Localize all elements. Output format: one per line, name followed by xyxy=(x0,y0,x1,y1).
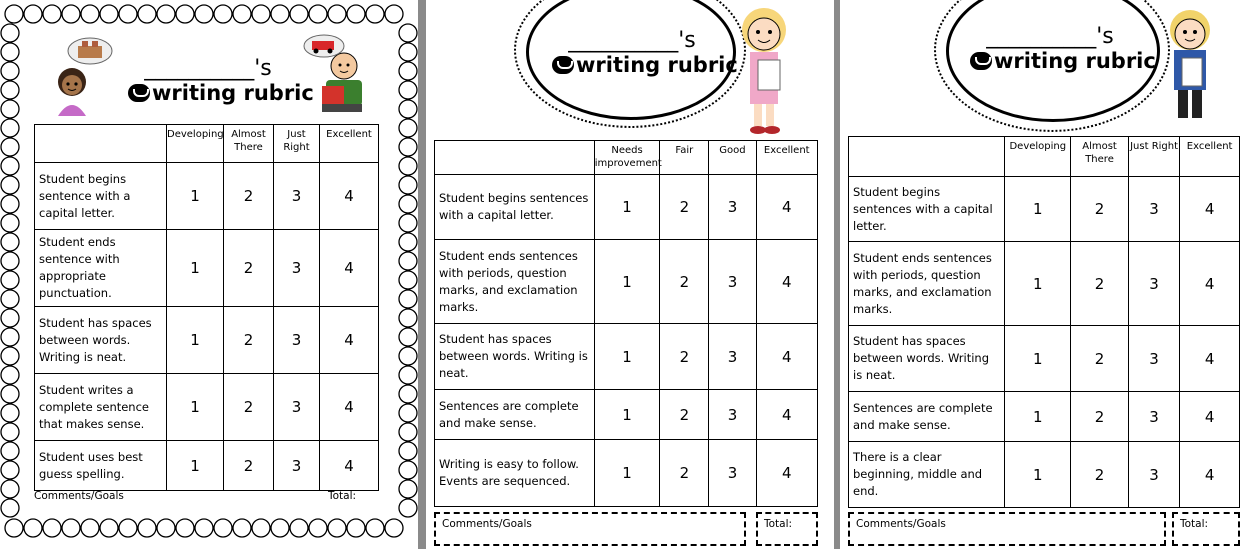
criterion-cell: Writing is easy to follow. Events are sequenced. xyxy=(435,440,595,507)
scallop-loop xyxy=(81,5,99,23)
scallop-loop xyxy=(399,461,417,479)
table-row xyxy=(435,324,818,390)
score-cell[interactable]: 4 xyxy=(756,324,817,390)
table-row xyxy=(849,442,1240,508)
scallop-loop xyxy=(399,100,417,118)
scallop-loop xyxy=(119,5,137,23)
score-cell[interactable]: 4 xyxy=(320,307,379,374)
score-cell[interactable]: 4 xyxy=(320,374,379,441)
level-header: Fair xyxy=(660,141,709,175)
score-cell[interactable]: 3 xyxy=(1128,326,1179,392)
scallop-loop xyxy=(1,214,19,232)
rubric-table xyxy=(434,140,818,507)
score-cell[interactable]: 3 xyxy=(1128,242,1179,326)
scallop-loop xyxy=(399,347,417,365)
score-cell[interactable]: 4 xyxy=(756,240,817,324)
score-cell[interactable]: 1 xyxy=(1005,177,1071,242)
table-row xyxy=(849,392,1240,442)
criterion-cell: Student writes a complete sentence that makes sense. xyxy=(35,374,167,441)
scallop-loop xyxy=(81,519,99,537)
scallop-loop xyxy=(309,5,327,23)
scallop-loop xyxy=(309,519,327,537)
girl-clipart xyxy=(732,0,796,140)
scallop-loop xyxy=(399,62,417,80)
student-name-line[interactable]: __________'s xyxy=(986,24,1114,49)
scallop-loop xyxy=(399,442,417,460)
criterion-cell: Student has spaces between words. Writing is neat. xyxy=(35,307,167,374)
score-cell[interactable]: 2 xyxy=(660,324,709,390)
score-cell[interactable]: 2 xyxy=(1071,242,1129,326)
score-cell[interactable]: 2 xyxy=(660,240,709,324)
scallop-loop xyxy=(399,119,417,137)
scallop-loop xyxy=(252,519,270,537)
level-header: Developing xyxy=(167,125,224,163)
scallop-loop xyxy=(399,328,417,346)
scallop-loop xyxy=(252,5,270,23)
score-cell[interactable]: 3 xyxy=(274,230,320,307)
scallop-loop xyxy=(214,519,232,537)
scallop-loop xyxy=(328,519,346,537)
scallop-loop xyxy=(399,499,417,517)
rubric-page-3 xyxy=(840,0,1250,549)
level-header: Almost There xyxy=(1071,137,1129,177)
criterion-cell: Sentences are complete and make sense. xyxy=(435,390,595,440)
score-cell[interactable]: 3 xyxy=(709,240,756,324)
score-cell[interactable]: 1 xyxy=(167,230,224,307)
score-cell[interactable]: 3 xyxy=(709,440,756,507)
scallop-loop xyxy=(195,519,213,537)
scallop-loop xyxy=(1,138,19,156)
header-row xyxy=(435,141,818,175)
score-cell[interactable]: 1 xyxy=(167,374,224,441)
scallop-loop xyxy=(1,404,19,422)
score-cell[interactable]: 2 xyxy=(1071,442,1129,508)
scallop-loop xyxy=(347,519,365,537)
table-row xyxy=(35,374,379,441)
criterion-cell: Student begins sentences with a capital letter. xyxy=(849,177,1005,242)
scallop-loop xyxy=(1,233,19,251)
scallop-loop xyxy=(62,519,80,537)
score-cell[interactable]: 2 xyxy=(1071,177,1129,242)
castle-thought-clipart xyxy=(66,36,114,70)
scallop-loop xyxy=(399,43,417,61)
score-cell[interactable]: 3 xyxy=(274,441,320,491)
score-cell[interactable]: 1 xyxy=(594,390,660,440)
scallop-loop xyxy=(399,404,417,422)
score-cell[interactable]: 2 xyxy=(1071,326,1129,392)
score-cell[interactable]: 1 xyxy=(1005,442,1071,508)
scallop-loop xyxy=(399,309,417,327)
score-cell[interactable]: 2 xyxy=(224,307,274,374)
scallop-loop xyxy=(1,62,19,80)
header-row xyxy=(35,125,379,163)
score-cell[interactable]: 2 xyxy=(224,163,274,230)
score-cell[interactable]: 2 xyxy=(660,390,709,440)
score-cell[interactable]: 3 xyxy=(274,163,320,230)
level-header: Needs improvement xyxy=(594,141,660,175)
score-cell[interactable]: 2 xyxy=(224,374,274,441)
score-cell[interactable]: 4 xyxy=(1180,326,1240,392)
score-cell[interactable]: 4 xyxy=(1180,177,1240,242)
scallop-loop xyxy=(1,290,19,308)
score-cell[interactable]: 1 xyxy=(1005,242,1071,326)
scallop-loop xyxy=(399,252,417,270)
total-box[interactable] xyxy=(756,512,818,546)
score-cell[interactable]: 4 xyxy=(1180,442,1240,508)
criteria-header xyxy=(35,125,167,163)
table-row xyxy=(849,177,1240,242)
score-cell[interactable]: 1 xyxy=(594,240,660,324)
score-cell[interactable]: 4 xyxy=(756,440,817,507)
score-cell[interactable]: 1 xyxy=(594,324,660,390)
scallop-loop xyxy=(399,271,417,289)
score-cell[interactable]: 4 xyxy=(1180,242,1240,326)
rubric-title xyxy=(128,81,314,105)
score-cell[interactable]: 1 xyxy=(1005,326,1071,392)
table-row xyxy=(435,240,818,324)
score-cell[interactable]: 2 xyxy=(224,230,274,307)
table-row xyxy=(35,307,379,374)
scallop-loop xyxy=(5,5,23,23)
table-row xyxy=(435,390,818,440)
score-cell[interactable]: 3 xyxy=(709,175,756,240)
scallop-loop xyxy=(24,519,42,537)
criterion-cell: Student ends sentence with appropriate punctuation. xyxy=(35,230,167,307)
scallop-loop xyxy=(1,157,19,175)
scallop-loop xyxy=(1,100,19,118)
rubric-title-text: writing rubric xyxy=(576,53,738,77)
scallop-loop xyxy=(328,5,346,23)
total-label: Total: xyxy=(1180,518,1209,530)
score-cell[interactable]: 2 xyxy=(660,175,709,240)
w-icon xyxy=(128,84,150,102)
criterion-cell: There is a clear beginning, middle and end. xyxy=(849,442,1005,508)
table-row xyxy=(435,175,818,240)
score-cell[interactable]: 2 xyxy=(224,441,274,491)
score-cell[interactable]: 3 xyxy=(274,374,320,441)
scallop-loop xyxy=(1,480,19,498)
scallop-loop xyxy=(290,5,308,23)
header-row xyxy=(849,137,1240,177)
scallop-loop xyxy=(119,519,137,537)
scallop-loop xyxy=(1,423,19,441)
scallop-loop xyxy=(399,195,417,213)
scallop-loop xyxy=(385,519,403,537)
score-cell[interactable]: 4 xyxy=(756,175,817,240)
scallop-loop xyxy=(1,81,19,99)
scallop-loop xyxy=(233,519,251,537)
scallop-loop xyxy=(399,176,417,194)
scallop-loop xyxy=(399,366,417,384)
scallop-loop xyxy=(1,442,19,460)
level-header: Excellent xyxy=(756,141,817,175)
comments-label: Comments/Goals xyxy=(34,490,124,502)
rubric-page-1 xyxy=(0,0,418,549)
total-box[interactable] xyxy=(1172,512,1240,546)
table-row xyxy=(35,441,379,491)
scallop-loop xyxy=(1,309,19,327)
comments-box[interactable] xyxy=(848,512,1166,546)
criterion-cell: Student has spaces between words. Writing is neat. xyxy=(849,326,1005,392)
scallop-loop xyxy=(157,5,175,23)
scallop-loop xyxy=(366,519,384,537)
scallop-loop xyxy=(399,385,417,403)
scallop-loop xyxy=(1,271,19,289)
scallop-loop xyxy=(1,24,19,42)
score-cell[interactable]: 1 xyxy=(167,307,224,374)
rubric-page-2 xyxy=(426,0,834,549)
total-label: Total: xyxy=(764,518,793,530)
level-header: Just Right xyxy=(1128,137,1179,177)
scallop-loop xyxy=(100,5,118,23)
score-cell[interactable]: 3 xyxy=(709,390,756,440)
scallop-loop xyxy=(1,499,19,517)
scallop-loop xyxy=(1,347,19,365)
score-cell[interactable]: 4 xyxy=(320,163,379,230)
score-cell[interactable]: 2 xyxy=(660,440,709,507)
comments-label: Comments/Goals xyxy=(442,518,532,530)
table-row xyxy=(435,440,818,507)
scallop-loop xyxy=(176,5,194,23)
level-header: Excellent xyxy=(1180,137,1240,177)
scallop-loop xyxy=(138,519,156,537)
scallop-loop xyxy=(271,5,289,23)
rubric-title xyxy=(970,49,1156,73)
firetruck-thought-clipart xyxy=(302,34,346,62)
title-block xyxy=(552,28,738,77)
scallop-loop xyxy=(347,5,365,23)
scallop-loop xyxy=(1,252,19,270)
scallop-loop xyxy=(399,214,417,232)
level-header: Good xyxy=(709,141,756,175)
table-row xyxy=(35,230,379,307)
total-label: Total: xyxy=(328,490,357,502)
rubric-table xyxy=(34,124,379,491)
level-header: Just Right xyxy=(274,125,320,163)
criteria-header xyxy=(435,141,595,175)
comments-box[interactable] xyxy=(434,512,746,546)
scallop-loop xyxy=(1,328,19,346)
criterion-cell: Student ends sentences with periods, question marks, and exclamation marks. xyxy=(435,240,595,324)
scallop-loop xyxy=(214,5,232,23)
criteria-header xyxy=(849,137,1005,177)
scallop-loop xyxy=(43,519,61,537)
title-block xyxy=(128,56,314,105)
rubric-title-text: writing rubric xyxy=(994,49,1156,73)
rubric-title-text: writing rubric xyxy=(152,81,314,105)
scallop-loop xyxy=(366,5,384,23)
w-icon xyxy=(552,56,574,74)
scallop-loop xyxy=(1,366,19,384)
scallop-loop xyxy=(100,519,118,537)
level-header: Excellent xyxy=(320,125,379,163)
girl-clipart xyxy=(48,66,96,122)
criterion-cell: Sentences are complete and make sense. xyxy=(849,392,1005,442)
scallop-loop xyxy=(24,5,42,23)
rubric-table xyxy=(848,136,1240,508)
score-cell[interactable]: 3 xyxy=(709,324,756,390)
w-icon xyxy=(970,52,992,70)
score-cell[interactable]: 1 xyxy=(594,440,660,507)
score-cell[interactable]: 4 xyxy=(320,441,379,491)
score-cell[interactable]: 3 xyxy=(274,307,320,374)
scallop-loop xyxy=(399,480,417,498)
score-cell[interactable]: 1 xyxy=(594,175,660,240)
scallop-loop xyxy=(233,5,251,23)
criterion-cell: Student begins sentence with a capital letter. xyxy=(35,163,167,230)
scallop-loop xyxy=(399,24,417,42)
score-cell[interactable]: 3 xyxy=(1128,392,1179,442)
scallop-loop xyxy=(176,519,194,537)
table-row xyxy=(35,163,379,230)
scallop-loop xyxy=(399,290,417,308)
scallop-loop xyxy=(1,385,19,403)
score-cell[interactable]: 2 xyxy=(1071,392,1129,442)
level-header: Developing xyxy=(1005,137,1071,177)
score-cell[interactable]: 1 xyxy=(167,163,224,230)
comments-label: Comments/Goals xyxy=(856,518,946,530)
scallop-loop xyxy=(1,461,19,479)
scallop-loop xyxy=(290,519,308,537)
scallop-loop xyxy=(399,423,417,441)
criterion-cell: Student ends sentences with periods, question marks, and exclamation marks. xyxy=(849,242,1005,326)
criterion-cell: Student uses best guess spelling. xyxy=(35,441,167,491)
student-name-line[interactable]: __________'s xyxy=(568,28,696,53)
scallop-loop xyxy=(1,195,19,213)
boy-clipart xyxy=(1160,0,1220,134)
score-cell[interactable]: 3 xyxy=(1128,442,1179,508)
scallop-loop xyxy=(138,5,156,23)
score-cell[interactable]: 1 xyxy=(167,441,224,491)
scallop-loop xyxy=(1,176,19,194)
scallop-loop xyxy=(399,233,417,251)
scallop-loop xyxy=(157,519,175,537)
score-cell[interactable]: 1 xyxy=(1005,392,1071,442)
scallop-loop xyxy=(271,519,289,537)
table-row xyxy=(849,326,1240,392)
scallop-loop xyxy=(62,5,80,23)
scallop-loop xyxy=(399,157,417,175)
scallop-loop xyxy=(385,5,403,23)
table-row xyxy=(849,242,1240,326)
score-cell[interactable]: 4 xyxy=(756,390,817,440)
scallop-loop xyxy=(5,519,23,537)
criterion-cell: Student has spaces between words. Writing is neat. xyxy=(435,324,595,390)
scallop-loop xyxy=(43,5,61,23)
score-cell[interactable]: 4 xyxy=(320,230,379,307)
scallop-loop xyxy=(399,81,417,99)
score-cell[interactable]: 3 xyxy=(1128,177,1179,242)
title-block xyxy=(970,24,1156,73)
level-header: Almost There xyxy=(224,125,274,163)
scallop-loop xyxy=(195,5,213,23)
score-cell[interactable]: 4 xyxy=(1180,392,1240,442)
rubric-title xyxy=(552,53,738,77)
student-name-line[interactable]: __________'s xyxy=(144,56,272,81)
scallop-loop xyxy=(399,138,417,156)
scallop-loop xyxy=(1,43,19,61)
scallop-loop xyxy=(1,119,19,137)
criterion-cell: Student begins sentences with a capital letter. xyxy=(435,175,595,240)
